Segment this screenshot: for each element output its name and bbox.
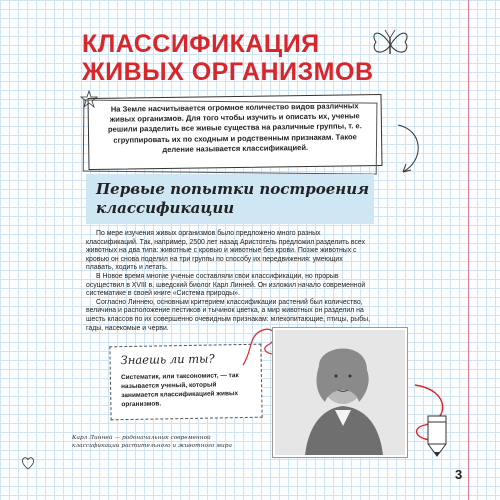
did-you-know-text: Систематик, или таксономист, — так называется ученый, который занимается классификацией живых организмов. bbox=[120, 372, 239, 409]
paragraph: Согласно Линнею, основным критерием классификации растений был количество, величина и расположение пестиков и тычинок цветка, а мир животных он разделил на шесть классов по их совершенно очевидным признакам: млекопитающие, птицы, рыбы, гады, насекомые и черви. bbox=[86, 298, 371, 332]
margin-line bbox=[468, 0, 469, 500]
star-doodle-icon bbox=[80, 90, 98, 108]
portrait-image bbox=[273, 328, 407, 457]
butterfly-doodle-icon bbox=[368, 24, 413, 64]
did-you-know-title: Знаешь ли ты? bbox=[120, 351, 215, 368]
heart-doodle-icon bbox=[20, 455, 36, 471]
page-number: 3 bbox=[455, 467, 463, 482]
arrow-doodle-icon bbox=[393, 120, 433, 180]
paragraph: В Новое время многие ученые составляли свои классификации, но прорыв осуществил в XVIII в. шведский биолог Карл Линней. Он изложил начало современной систематике в своей книге «Система природы». bbox=[86, 272, 366, 298]
intro-text: На Земле насчитывается огромное количество видов различных живых организмов. Для того чтобы изучить и описать их, ученые решили разделить все живые существа на различные группы, т. е. сгруппировать их по сходным и родственным признакам. Такое деление называется классификацией. bbox=[107, 101, 362, 154]
body-text bbox=[86, 230, 372, 333]
pencil-doodle-icon bbox=[420, 410, 454, 460]
portrait-caption: Карл Линней — родоначальник современной классификации растительного и животного мира bbox=[72, 435, 232, 449]
paragraph: По мере изучения живых организмов было предложено много разных классификаций. Так, например, 2500 лет назад Аристотель предложил разделить всех животных на два типа: животные с кровью и животные без крови. Позже животных с кровью он снова поделил на три группы по способу их передвижения: умеющих плавать, ходить и летать. bbox=[86, 230, 366, 272]
page-title: КЛАССИФИКАЦИЯ ЖИВЫХ ОРГАНИЗМОВ bbox=[82, 30, 374, 86]
section-heading: Первые попытки построения классификации bbox=[96, 180, 370, 217]
intro-box bbox=[88, 94, 383, 170]
